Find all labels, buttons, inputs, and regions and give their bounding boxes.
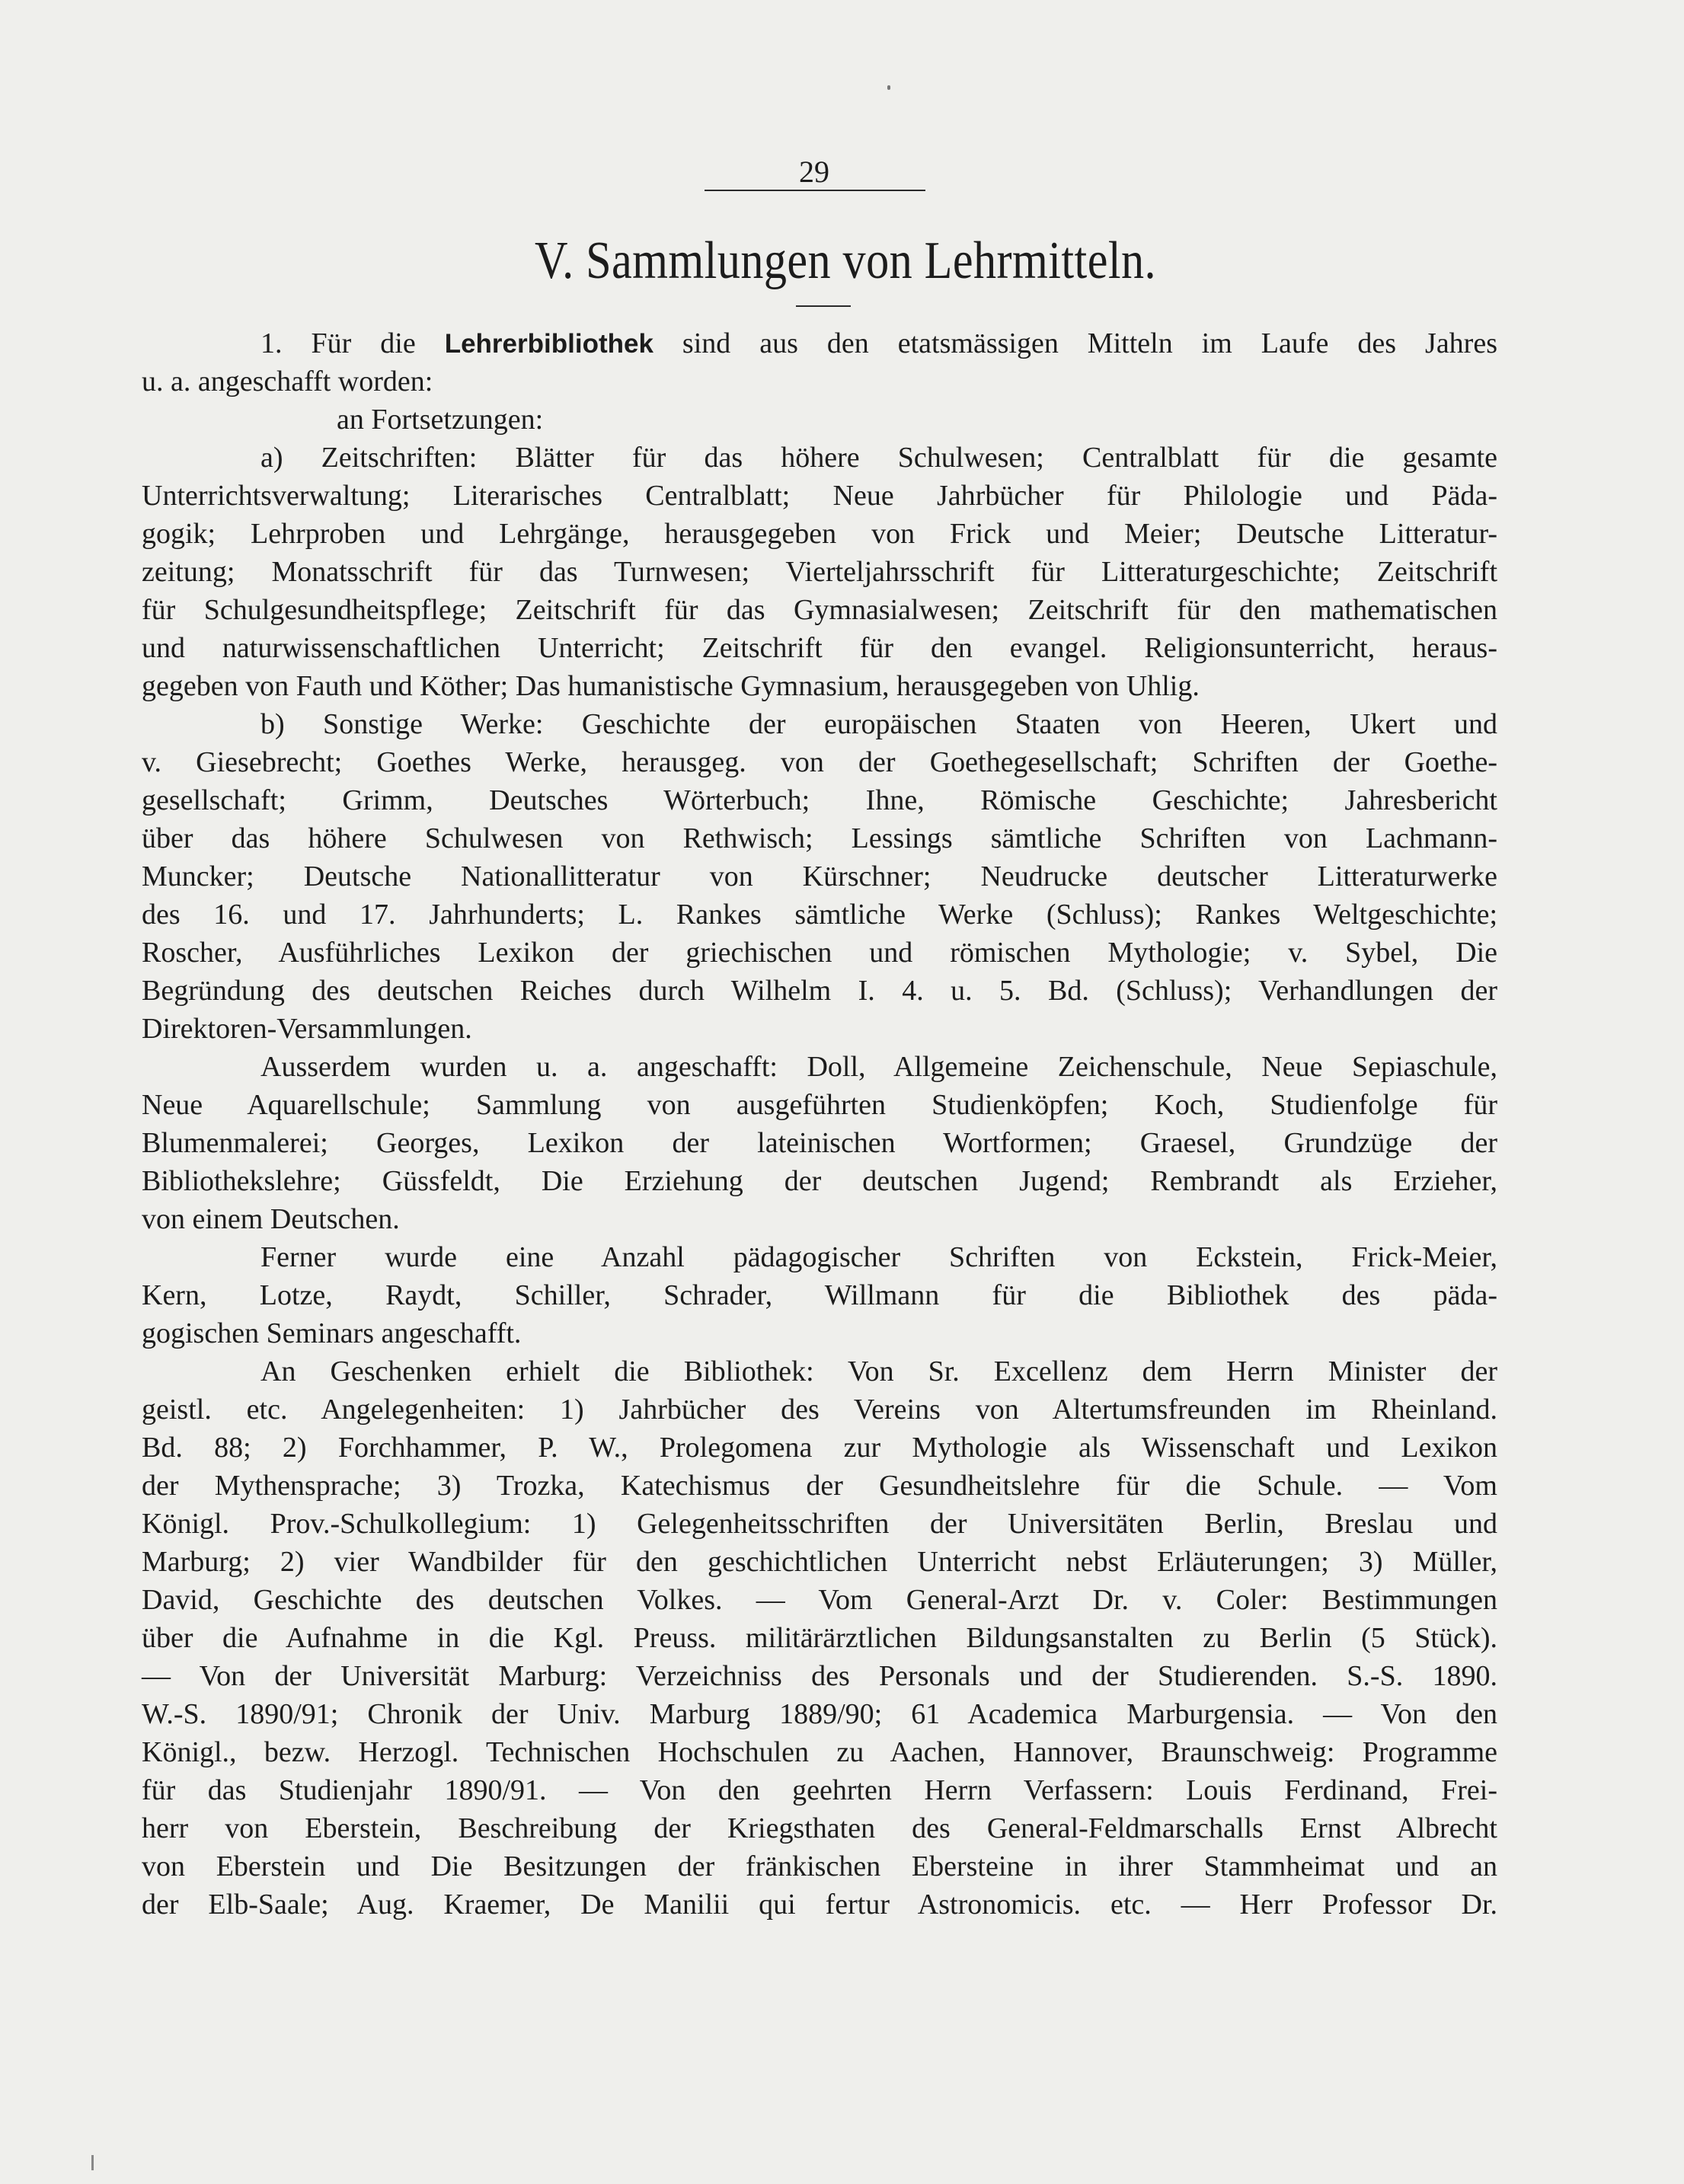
text-line: b) Sonstige Werke: Geschichte der europäischen Staaten von Heeren, Ukert und xyxy=(260,708,1497,740)
text-line: Bd. 88; 2) Forchhammer, P. W., Prolegomena zur Mythologie als Wissenschaft und Lexikon xyxy=(142,1432,1497,1464)
text-line: Blumenmalerei; Georges, Lexikon der lateinischen Wortformen; Graesel, Grundzüge der xyxy=(142,1127,1497,1159)
section-title: V. Sammlungen von Lehrmitteln. xyxy=(534,231,1157,290)
text-line: geistl. etc. Angelegenheiten: 1) Jahrbücher des Vereins von Altertumsfreunden im Rheinland. xyxy=(142,1394,1497,1426)
text-line: an Fortsetzungen: xyxy=(337,404,544,436)
text-line: des 16. und 17. Jahrhunderts; L. Rankes sämtliche Werke (Schluss); Rankes Weltgeschichte; xyxy=(142,899,1497,931)
text-line: von Eberstein und Die Besitzungen der fränkischen Ebersteine in ihrer Stammheimat und an xyxy=(142,1850,1497,1882)
text-line: Begründung des deutschen Reiches durch Wilhelm I. 4. u. 5. Bd. (Schluss); Verhandlungen der xyxy=(142,975,1497,1007)
text-line: Bibliothekslehre; Güssfeldt, Die Erziehung der deutschen Jugend; Rembrandt als Erzieher, xyxy=(142,1165,1497,1197)
text-line: über die Aufnahme in die Kgl. Preuss. militärärztlichen Bildungsanstalten zu Berlin (5 Stück). xyxy=(142,1622,1497,1654)
text-line: gogischen Seminars angeschafft. xyxy=(142,1317,522,1349)
text-line xyxy=(142,324,1497,362)
lehrerbibliothek-term: Lehrerbibliothek xyxy=(444,329,653,359)
text-line: von einem Deutschen. xyxy=(142,1203,400,1235)
text-line: Unterrichtsverwaltung; Literarisches Centralblatt; Neue Jahrbücher für Philologie und Päda- xyxy=(142,480,1497,512)
text-line: herr von Eberstein, Beschreibung der Kriegsthaten des General-Feldmarschalls Ernst Albrecht xyxy=(142,1812,1497,1844)
text-line: An Geschenken erhielt die Bibliothek: Von Sr. Excellenz dem Herrn Minister der xyxy=(260,1355,1497,1387)
text-line: gegeben von Fauth und Köther; Das humanistische Gymnasium, herausgegeben von Uhlig. xyxy=(142,670,1200,702)
text-line: Marburg; 2) vier Wandbilder für den geschichtlichen Unterricht nebst Erläuterungen; 3) Müller, xyxy=(142,1546,1497,1578)
text-line: — Von der Universität Marburg: Verzeichniss des Personals und der Studierenden. S.-S. 1890. xyxy=(142,1660,1497,1692)
text-line: a) Zeitschriften: Blätter für das höhere Schulwesen; Centralblatt für die gesamte xyxy=(260,442,1497,474)
text-line: David, Geschichte des deutschen Volkes. — Vom General-Arzt Dr. v. Coler: Bestimmungen xyxy=(142,1584,1497,1616)
text-line: W.-S. 1890/91; Chronik der Univ. Marburg 1889/90; 61 Academica Marburgensia. — Von den xyxy=(142,1698,1497,1730)
title-rule xyxy=(796,305,851,307)
text-line: der Mythensprache; 3) Trozka, Katechismus der Gesundheitslehre für die Schule. — Vom xyxy=(142,1470,1497,1502)
text-line: für das Studienjahr 1890/91. — Von den geehrten Herrn Verfassern: Louis Ferdinand, Frei- xyxy=(142,1774,1497,1806)
text-line: gesellschaft; Grimm, Deutsches Wörterbuch; Ihne, Römische Geschichte; Jahresbericht xyxy=(142,784,1497,816)
text-line: Königl. Prov.-Schulkollegium: 1) Gelegenheitsschriften der Universitäten Berlin, Breslau und xyxy=(142,1508,1497,1540)
text-line: Königl., bezw. Herzogl. Technischen Hochschulen zu Aachen, Hannover, Braunschweig: Programme xyxy=(142,1736,1497,1768)
header-rule xyxy=(705,190,925,191)
text-line: über das höhere Schulwesen von Rethwisch; Lessings sämtliche Schriften von Lachmann- xyxy=(142,822,1497,854)
text-line: gogik; Lehrproben und Lehrgänge, herausgegeben von Frick und Meier; Deutsche Litteratur- xyxy=(142,518,1497,550)
page-number: 29 xyxy=(799,155,829,189)
text-line: und naturwissenschaftlichen Unterricht; Zeitschrift für den evangel. Religionsunterricht, heraus- xyxy=(142,632,1497,664)
text-line: Muncker; Deutsche Nationallitteratur von Kürschner; Neudrucke deutscher Litteraturwerke xyxy=(142,861,1497,892)
text-fragment: sind aus den etatsmässigen Mitteln im Laufe des Jahres xyxy=(653,327,1497,359)
text-fragment: 1. Für die xyxy=(260,327,445,359)
text-line: Ferner wurde eine Anzahl pädagogischer Schriften von Eckstein, Frick-Meier, xyxy=(260,1241,1497,1273)
text-line: u. a. angeschafft worden: xyxy=(142,366,433,398)
text-line: Kern, Lotze, Raydt, Schiller, Schrader, Willmann für die Bibliothek des päda- xyxy=(142,1279,1497,1311)
text-line: Ausserdem wurden u. a. angeschafft: Doll, Allgemeine Zeichenschule, Neue Sepiaschule, xyxy=(260,1051,1497,1083)
text-line: v. Giesebrecht; Goethes Werke, herausgeg. von der Goethegesellschaft; Schriften der Goethe- xyxy=(142,746,1497,778)
print-speck xyxy=(887,85,890,90)
print-speck xyxy=(91,2155,94,2170)
text-line: Roscher, Ausführliches Lexikon der griechischen und römischen Mythologie; v. Sybel, Die xyxy=(142,937,1497,969)
body-text xyxy=(142,324,1497,1924)
text-line: Neue Aquarellschule; Sammlung von ausgeführten Studienköpfen; Koch, Studienfolge für xyxy=(142,1089,1497,1121)
text-line: der Elb-Saale; Aug. Kraemer, De Manilii qui fertur Astronomicis. etc. — Herr Professor Dr. xyxy=(142,1889,1497,1921)
text-line: zeitung; Monatsschrift für das Turnwesen; Vierteljahrsschrift für Litteraturgeschichte; Zeitschrift xyxy=(142,556,1497,588)
text-line: für Schulgesundheitspflege; Zeitschrift für das Gymnasialwesen; Zeitschrift für den mathematischen xyxy=(142,594,1497,626)
text-line: Direktoren-Versammlungen. xyxy=(142,1013,472,1045)
